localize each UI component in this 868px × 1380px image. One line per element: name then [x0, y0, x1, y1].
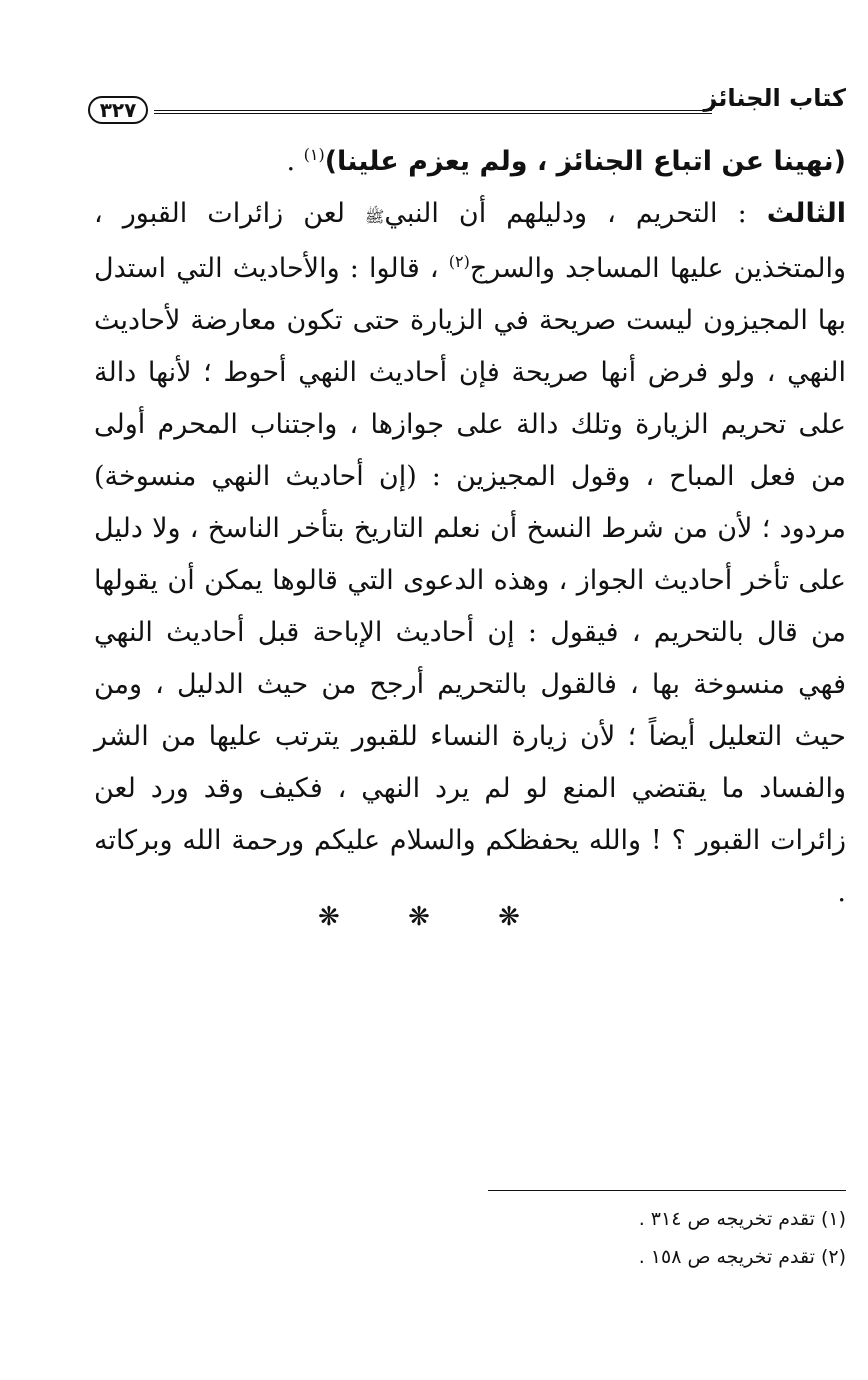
- paragraph-text-part1: : التحريم ، ودليلهم أن النبي: [384, 198, 767, 229]
- main-text: [94, 136, 846, 919]
- paragraph-text-part3: ، قالوا : والأحاديث التي استدل بها المجيزون ليست صريحة في الزيارة حتى تكون معارضة لأحاديث النهي ، ولو فرض أنها صريحة فإن أحاديث النهي أحوط ؛ لأنها دالة على تحريم الزيارة وتلك دالة على جوازها ، واجتناب المحرم أولى من فعل المباح ، وقول المجيزين : (إن أحاديث النهي منسوخة) مردود ؛ لأن من شرط النسخ أن نعلم التاريخ بتأخر الناسخ ، ولا دليل على تأخر أحاديث الجواز ، وهذه الدعوى التي قالوها يمكن أن يقولها من قال بالتحريم ، فيقول : إن أحاديث الإباحة قبل أحاديث النهي فهي منسوخة بها ، فالقول بالتحريم أرجح من حيث الدليل ، ومن حيث التعليل أيضاً ؛ لأن زيارة النساء للقبور يترتب عليها من الشر والفساد ما يقتضي المنع لو لم يرد النهي ، فكيف وقد ورد لعن زائرات القبور ؟ ! والله يحفظكم والسلام عليكم ورحمة الله وبركاته .: [94, 253, 846, 908]
- footnote-2: (٢) تقدم تخريجه ص ١٥٨ .: [638, 1246, 846, 1268]
- footnote-separator: [488, 1190, 846, 1191]
- paragraph-third-opinion: [94, 188, 846, 919]
- opening-quote-line: [94, 136, 846, 188]
- salutation-glyph: ﷺ: [365, 207, 385, 226]
- chapter-title: كتاب الجنائز: [703, 84, 846, 112]
- header-rule: [154, 110, 712, 114]
- footnote-1: (١) تقدم تخريجه ص ٣١٤ .: [638, 1208, 846, 1230]
- page-number: ٣٢٧: [88, 96, 148, 124]
- sentence-end: .: [286, 146, 304, 177]
- paragraph-text-part2: لعن زائرات القبور ، والمتخذين عليها المساجد والسرج: [94, 198, 846, 284]
- footnotes: [346, 1200, 846, 1276]
- footnote-ref-1: (١): [303, 145, 325, 164]
- paragraph-label: الثالث: [766, 198, 846, 229]
- page-header: [88, 80, 846, 124]
- footnote-ref-2: (٢): [448, 252, 470, 271]
- section-divider-stars: ❋ ❋ ❋: [318, 902, 550, 932]
- quoted-hadith: (نهينا عن اتباع الجنائز ، ولم يعزم علينا): [324, 146, 846, 177]
